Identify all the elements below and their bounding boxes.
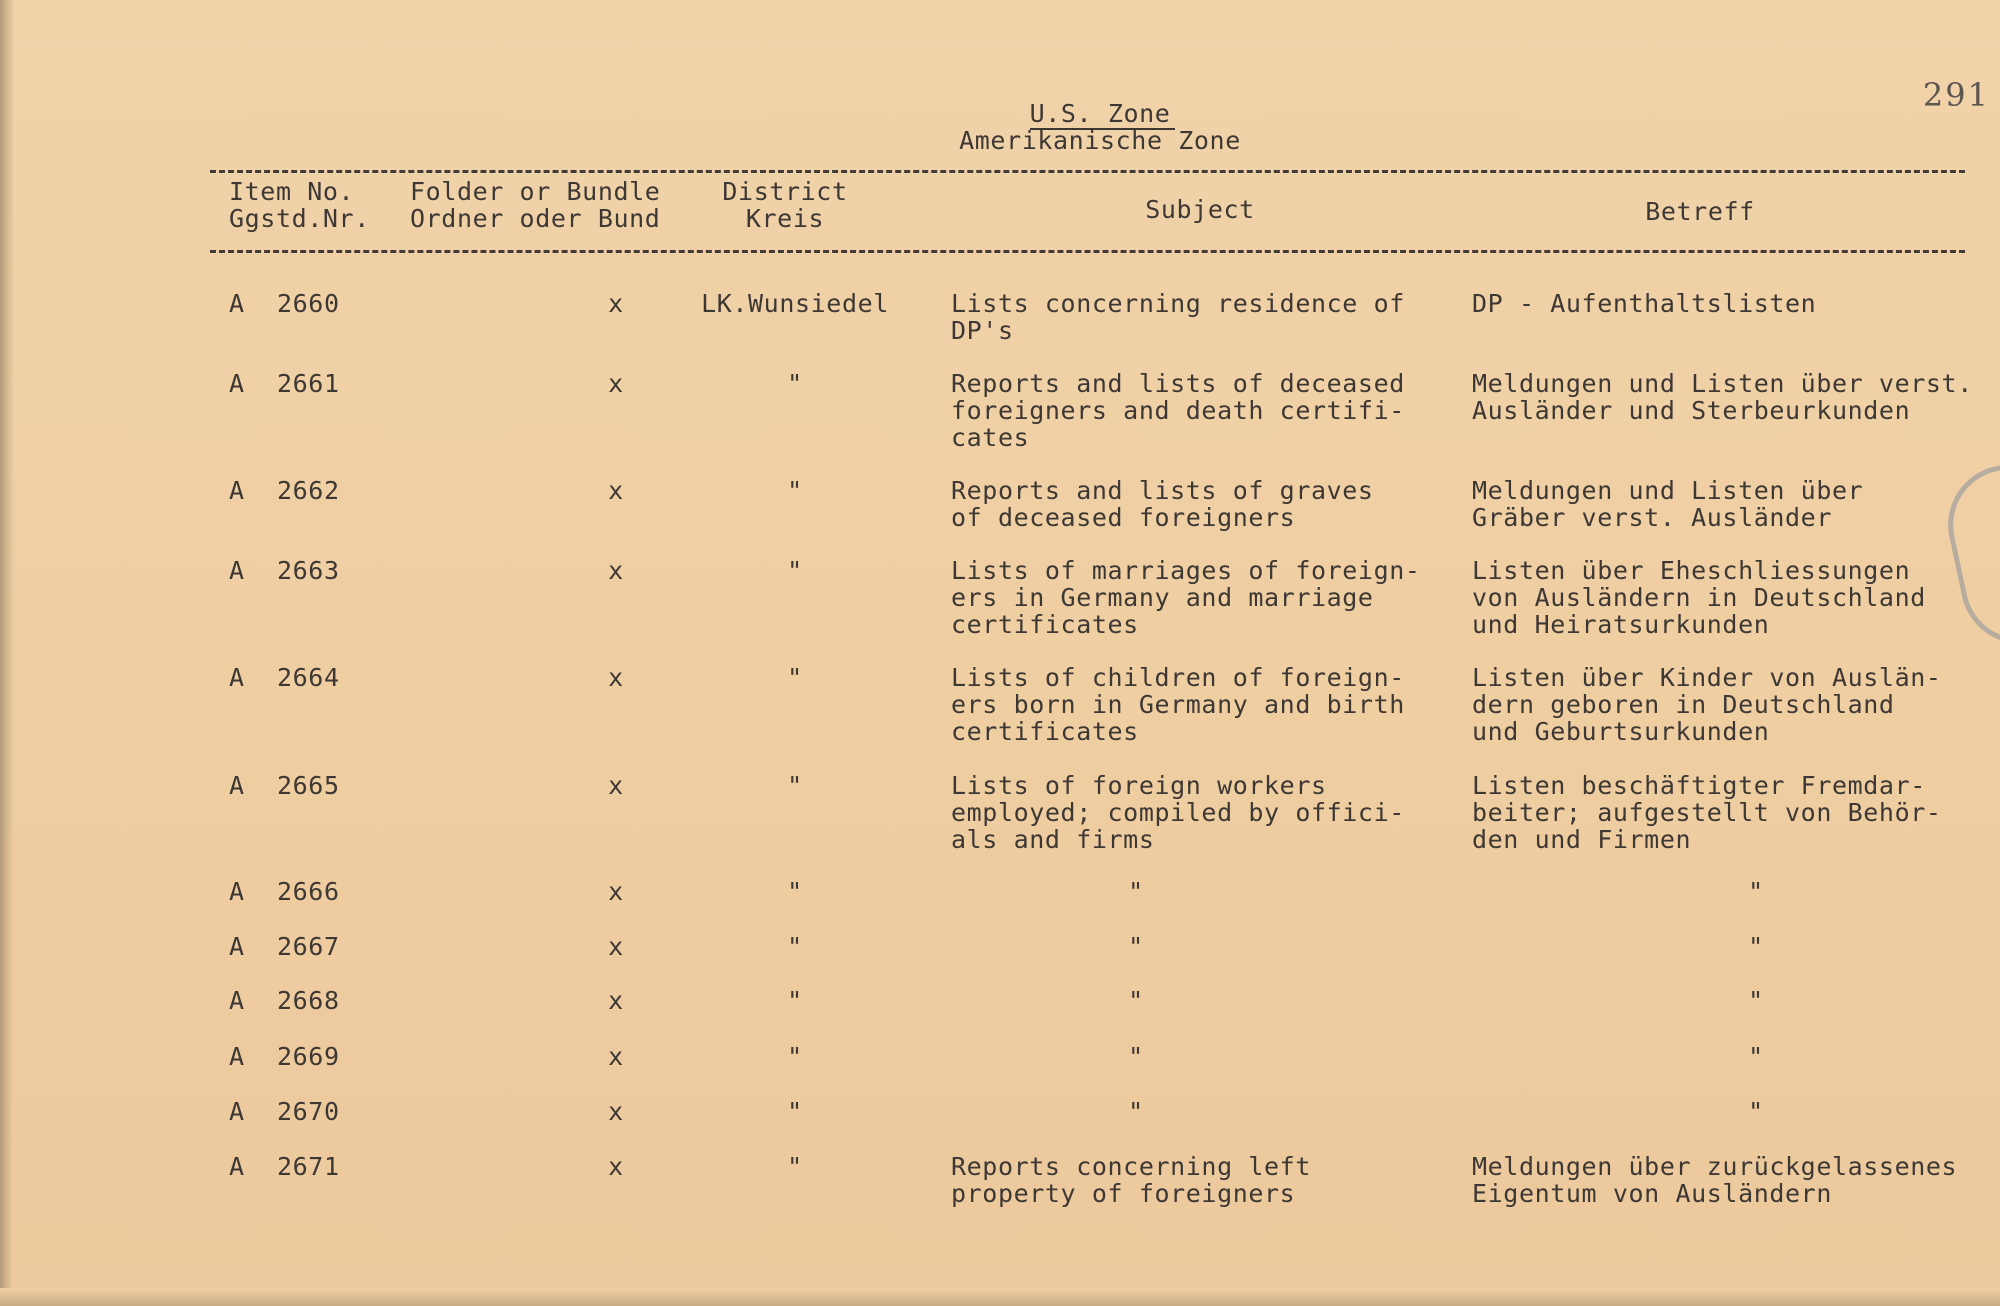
item-prefix: A — [229, 1152, 245, 1181]
betreff-cell: DP - Aufenthaltslisten — [1472, 289, 1817, 318]
district-cell: " — [787, 932, 803, 961]
district-cell: " — [787, 1042, 803, 1071]
district-cell: " — [787, 1097, 803, 1126]
zone-title-german: Amerikanische Zone — [959, 126, 1241, 155]
item-number: 2660 — [277, 289, 340, 318]
table-row — [0, 477, 2000, 537]
item-prefix: A — [229, 771, 245, 800]
item-prefix: A — [229, 986, 245, 1015]
table-row — [0, 933, 2000, 993]
district-cell: " — [787, 1152, 803, 1181]
subject-cell: " — [1128, 877, 1144, 906]
betreff-cell: Listen über Eheschliessungen von Ausländern in Deutschland und Heiratsurkunden — [1472, 556, 1926, 639]
folder-mark: x — [608, 932, 624, 961]
betreff-cell: " — [1748, 986, 1764, 1015]
item-prefix: A — [229, 289, 245, 318]
subject-cell: " — [1128, 932, 1144, 961]
district-cell: " — [787, 663, 803, 692]
betreff-cell: Meldungen und Listen über Gräber verst. Ausländer — [1472, 476, 1864, 532]
subject-cell: " — [1128, 1042, 1144, 1071]
table-row — [0, 878, 2000, 938]
district-cell: " — [787, 556, 803, 585]
item-prefix: A — [229, 877, 245, 906]
folder-mark: x — [608, 986, 624, 1015]
item-number: 2666 — [277, 877, 340, 906]
column-header-item: Item No. Ggstd.Nr. — [229, 177, 370, 233]
subject-cell: Reports and lists of deceased foreigners and death certifi- cates — [951, 369, 1405, 452]
table-row — [0, 987, 2000, 1047]
folder-mark: x — [608, 1152, 624, 1181]
column-header-subject: Subject — [1145, 195, 1255, 224]
item-number: 2665 — [277, 771, 340, 800]
folder-mark: x — [608, 771, 624, 800]
betreff-cell: Meldungen über zurückgelassenes Eigentum von Ausländern — [1472, 1152, 1958, 1208]
page-number: 291 — [1922, 76, 1990, 114]
item-number: 2663 — [277, 556, 340, 585]
item-number: 2662 — [277, 476, 340, 505]
header-rule-top — [210, 170, 1965, 173]
district-cell: " — [787, 771, 803, 800]
subject-cell: " — [1128, 1097, 1144, 1126]
folder-mark: x — [608, 1042, 624, 1071]
table-row — [0, 290, 2000, 350]
item-number: 2661 — [277, 369, 340, 398]
zone-title-english: U.S. Zone — [1029, 99, 1171, 128]
subject-cell: Lists concerning residence of DP's — [951, 289, 1405, 345]
subject-cell: Lists of foreign workers employed; compiled by offici- als and firms — [951, 771, 1405, 854]
item-number: 2668 — [277, 986, 340, 1015]
item-number: 2669 — [277, 1042, 340, 1071]
table-row — [0, 1098, 2000, 1158]
district-cell: " — [787, 476, 803, 505]
item-number: 2664 — [277, 663, 340, 692]
item-prefix: A — [229, 556, 245, 585]
table-row — [0, 1043, 2000, 1103]
table-row — [0, 1153, 2000, 1213]
table-row — [0, 369, 2000, 452]
item-prefix: A — [229, 932, 245, 961]
item-number: 2667 — [277, 932, 340, 961]
table-row — [0, 663, 2000, 746]
header-rule-bottom — [210, 250, 1965, 253]
district-cell: LK.Wunsiedel — [701, 289, 889, 318]
folder-mark: x — [608, 663, 624, 692]
column-header-betreff: Betreff — [1645, 197, 1755, 226]
item-prefix: A — [229, 476, 245, 505]
betreff-cell: " — [1748, 1042, 1764, 1071]
betreff-cell: Listen über Kinder von Auslän- dern geboren in Deutschland und Geburtsurkunden — [1472, 663, 1942, 746]
item-prefix: A — [229, 1042, 245, 1071]
table-row — [0, 771, 2000, 854]
folder-mark: x — [608, 1097, 624, 1126]
page-bottom-edge — [0, 1288, 2000, 1306]
column-header-district: District Kreis — [722, 177, 848, 233]
table-row — [0, 556, 2000, 639]
folder-mark: x — [608, 369, 624, 398]
betreff-cell: " — [1748, 1097, 1764, 1126]
betreff-cell: " — [1748, 932, 1764, 961]
betreff-cell: Meldungen und Listen über verst. Ausländer und Sterbeurkunden — [1472, 369, 1973, 425]
subject-cell: Reports and lists of graves of deceased foreigners — [951, 476, 1374, 532]
subject-cell: Lists of marriages of foreign- ers in Germany and marriage certificates — [951, 556, 1421, 639]
betreff-cell: Listen beschäftigter Fremdar- beiter; aufgestellt von Behör- den und Firmen — [1472, 771, 1942, 854]
column-header-folder: Folder or Bundle Ordner oder Bund — [410, 177, 661, 233]
folder-mark: x — [608, 877, 624, 906]
item-number: 2670 — [277, 1097, 340, 1126]
subject-cell: " — [1128, 986, 1144, 1015]
item-prefix: A — [229, 1097, 245, 1126]
district-cell: " — [787, 369, 803, 398]
district-cell: " — [787, 986, 803, 1015]
betreff-cell: " — [1748, 877, 1764, 906]
subject-cell: Lists of children of foreign- ers born in Germany and birth certificates — [951, 663, 1405, 746]
item-prefix: A — [229, 663, 245, 692]
subject-cell: Reports concerning left property of foreigners — [951, 1152, 1311, 1208]
folder-mark: x — [608, 476, 624, 505]
folder-mark: x — [608, 289, 624, 318]
district-cell: " — [787, 877, 803, 906]
folder-mark: x — [608, 556, 624, 585]
item-prefix: A — [229, 369, 245, 398]
item-number: 2671 — [277, 1152, 340, 1181]
